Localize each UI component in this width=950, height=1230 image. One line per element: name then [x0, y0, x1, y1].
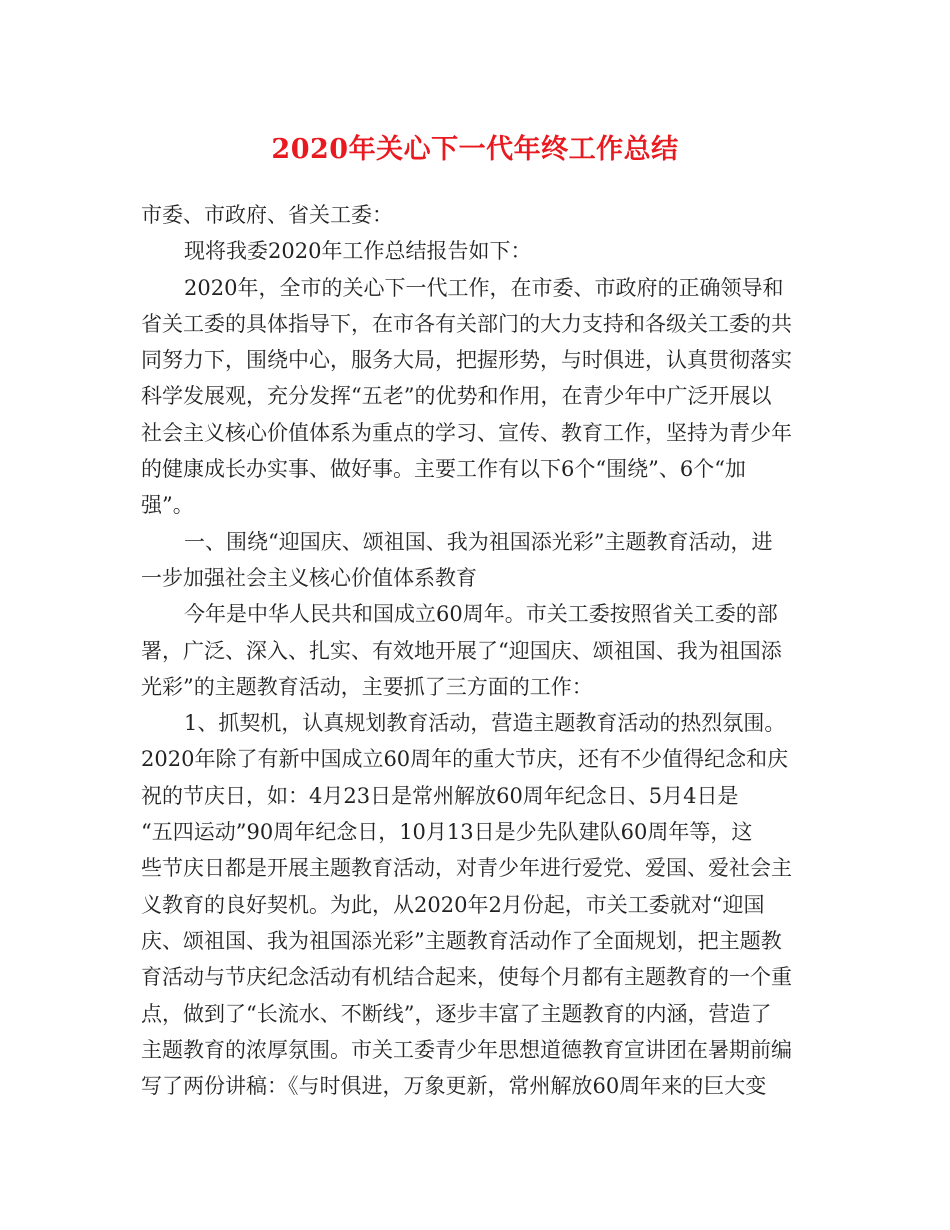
text-line: 2020年除了有新中国成立60周年的重大节庆，还有不少值得纪念和庆 — [141, 747, 789, 772]
text-line: 市委、市政府、省关工委： — [141, 203, 393, 227]
text-line: 光彩”的主题教育活动，主要抓了三方面的工作： — [141, 674, 593, 699]
text-line: 主题教育的浓厚氛围。市关工委青少年思想道德教育宣讲团在暑期前编 — [141, 1037, 792, 1062]
text-line: 一、围绕“迎国庆、颂祖国、我为祖国添光彩”主题教育活动，进 — [184, 529, 773, 554]
text-line: 社会主义核心价值体系为重点的学习、宣传、教育工作，坚持为青少年 — [141, 420, 792, 445]
text-line: 强”。 — [141, 493, 194, 518]
text-line: 祝的节庆日，如：4月23日是常州解放60周年纪念日、5月4日是 — [141, 783, 739, 808]
document-title: 2020年关心下一代年终工作总结 — [271, 134, 679, 165]
text-line: 些节庆日都是开展主题教育活动，对青少年进行爱党、爱国、爱社会主 — [141, 856, 792, 881]
text-line: 今年是中华人民共和国成立60周年。市关工委按照省关工委的部 — [184, 602, 778, 627]
text-line: “五四运动”90周年纪念日，10月13日是少先队建队60周年等，这 — [141, 820, 753, 845]
text-line: 的健康成长办实事、做好事。主要工作有以下6个“围绕”、6个“加 — [141, 457, 746, 482]
text-line: 写了两份讲稿：《与时俱进，万象更新，常州解放60周年来的巨大变 — [141, 1074, 767, 1099]
text-line: 署，广泛、深入、扎实、有效地开展了“迎国庆、颂祖国、我为祖国添 — [141, 638, 782, 663]
text-line: 一步加强社会主义核心价值体系教育 — [141, 565, 477, 590]
text-line: 庆、颂祖国、我为祖国添光彩”主题教育活动作了全面规划，把主题教 — [141, 928, 782, 953]
text-line: 科学发展观，充分发挥“五老”的优势和作用，在青少年中广泛开展以 — [141, 384, 772, 409]
text-line: 育活动与节庆纪念活动有机结合起来，使每个月都有主题教育的一个重 — [141, 965, 792, 990]
text-line: 省关工委的具体指导下，在市各有关部门的大力支持和各级关工委的共 — [141, 311, 792, 336]
text-line: 义教育的良好契机。为此，从2020年2月份起，市关工委就对“迎国 — [141, 892, 765, 917]
text-line: 现将我委2020年工作总结报告如下： — [184, 239, 532, 264]
text-line: 点，做到了“长流水、不断线”，逐步丰富了主题教育的内涵，营造了 — [141, 1001, 772, 1026]
text-line: 1、抓契机，认真规划教育活动，营造主题教育活动的热烈氛围。 — [184, 711, 786, 736]
document-body — [141, 197, 821, 1104]
text-line: 2020年，全市的关心下一代工作，在市委、市政府的正确领导和 — [184, 275, 784, 300]
text-line: 同努力下，围绕中心，服务大局，把握形势，与时俱进，认真贯彻落实 — [141, 348, 792, 373]
